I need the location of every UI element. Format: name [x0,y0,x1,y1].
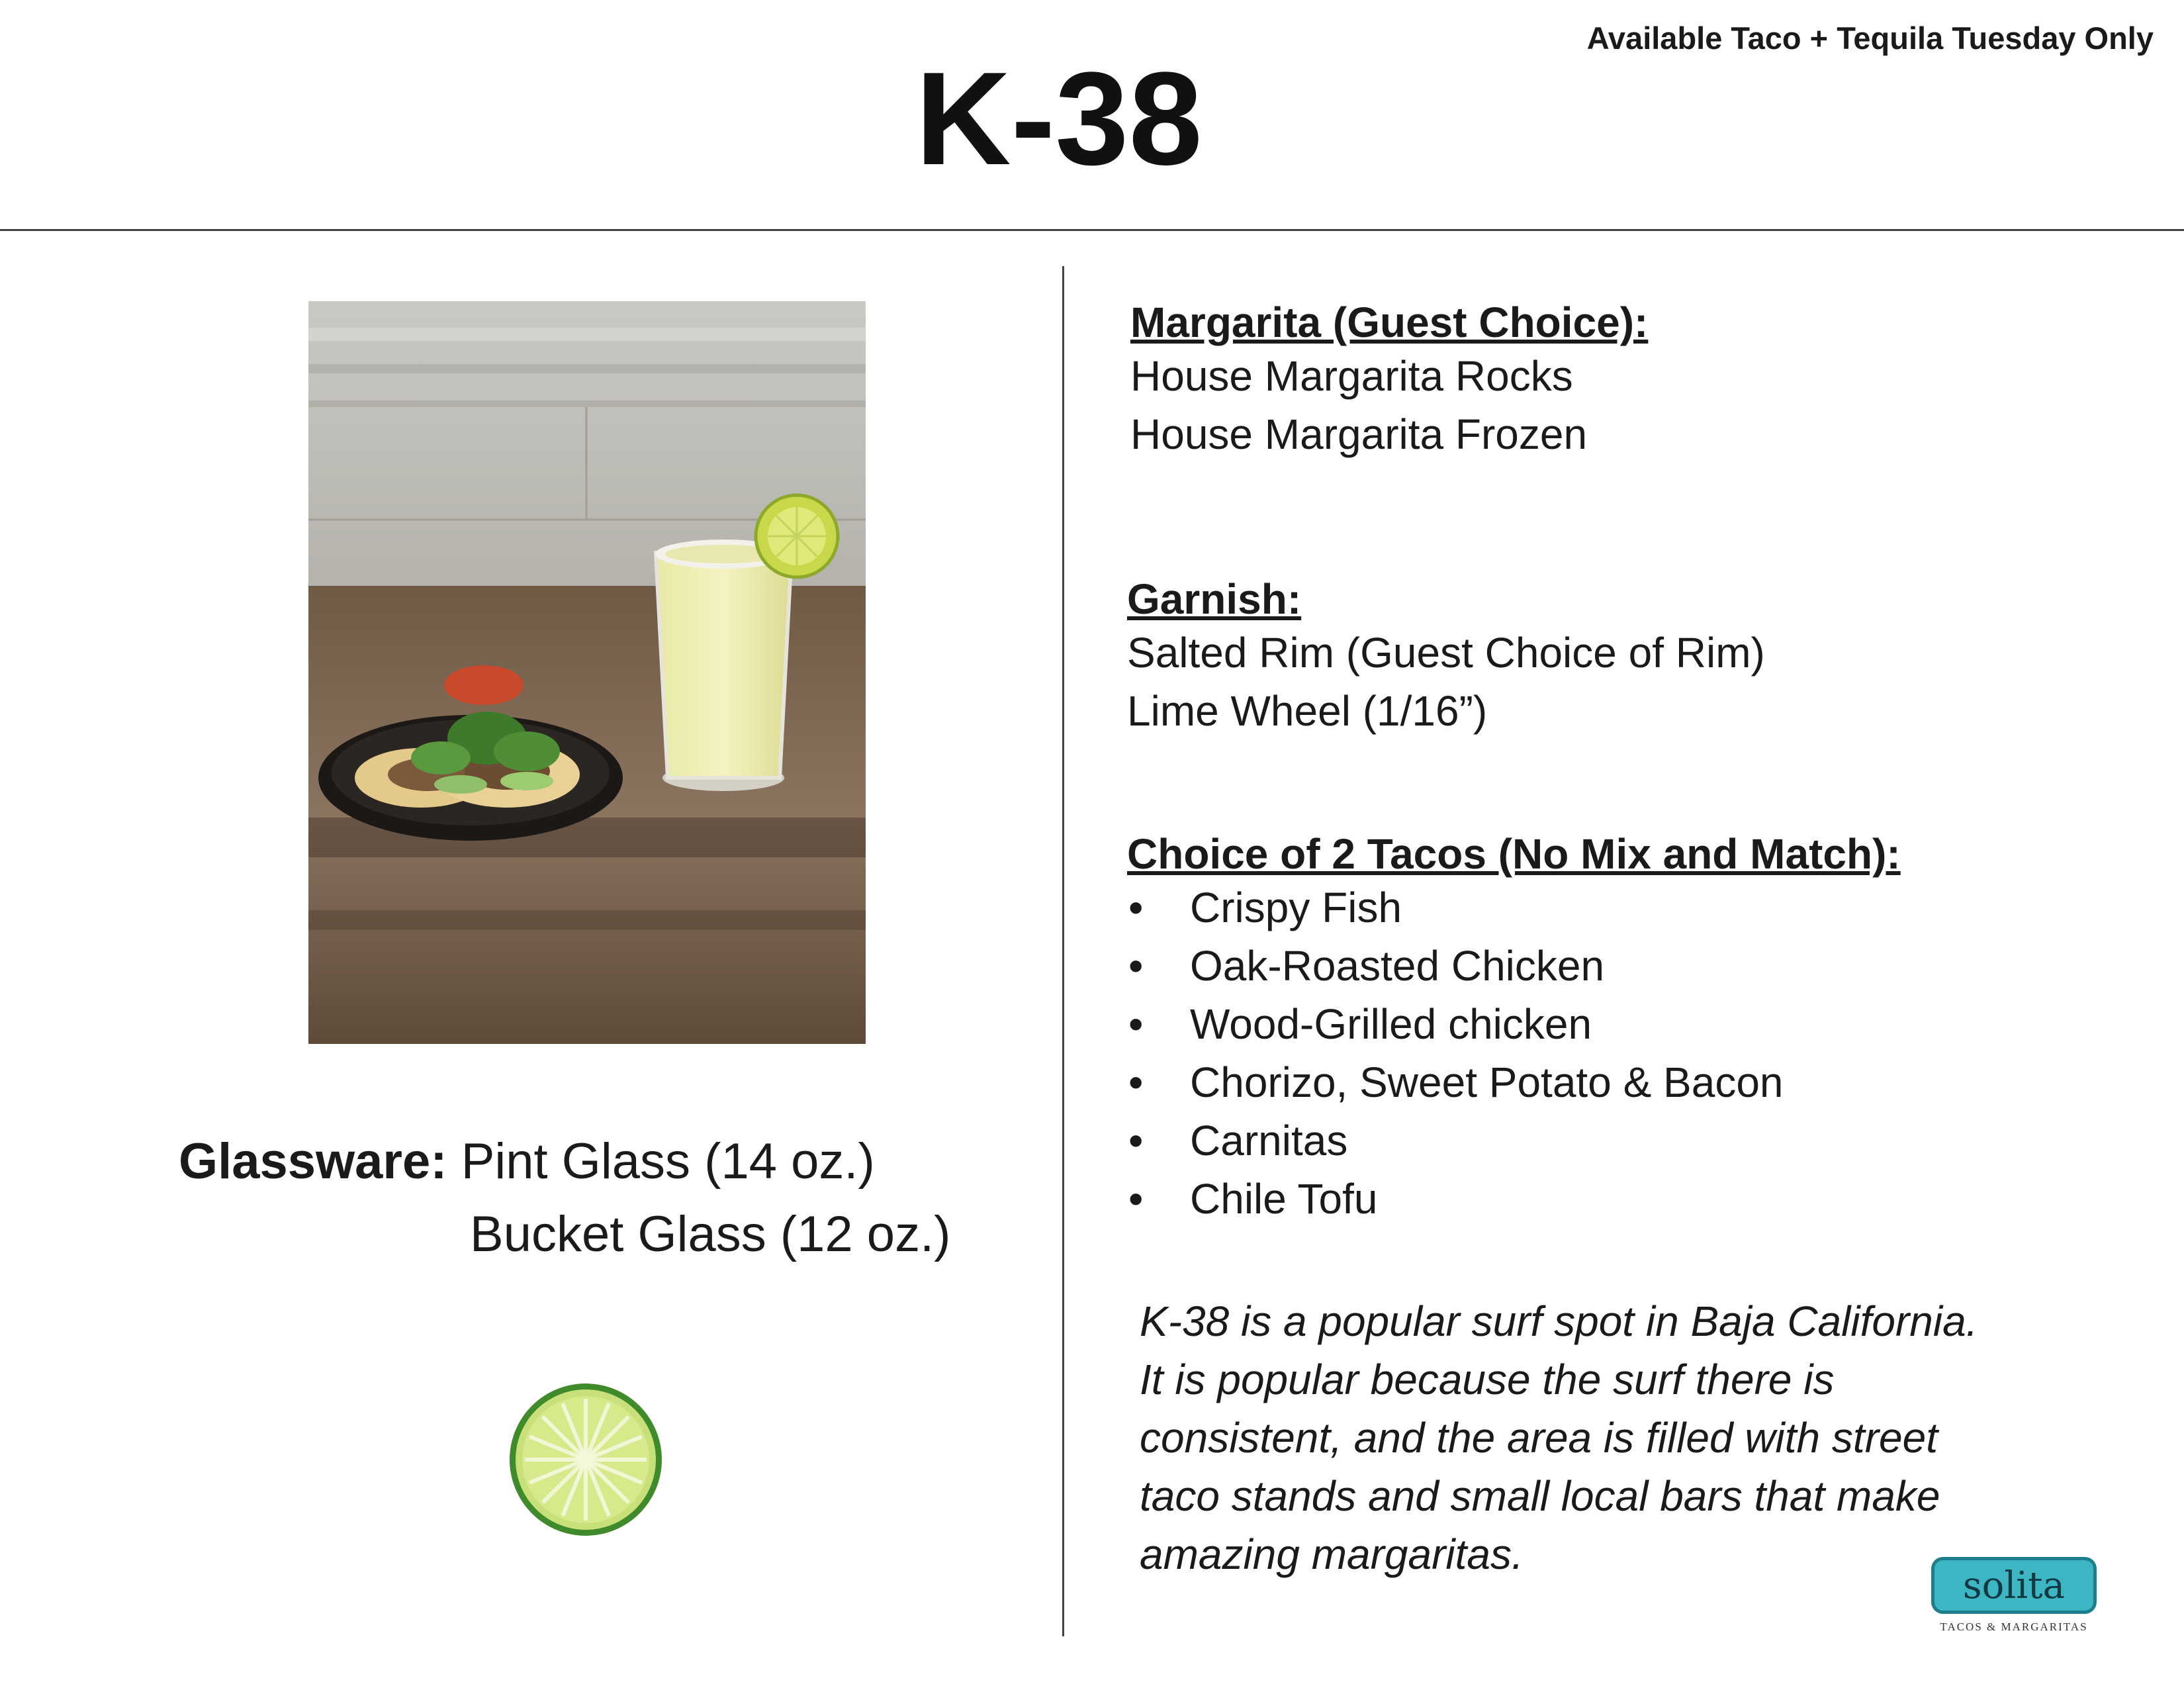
taco-option: Crispy Fish [1190,884,1402,931]
column-divider [1062,266,1064,1636]
list-item [1127,1111,1901,1170]
margarita-section [1130,298,1648,463]
bullet-icon: • [1128,1175,1144,1223]
availability-note: Available Taco + Tequila Tuesday Only [1586,21,2154,56]
story-paragraph [1140,1292,2066,1583]
lime-slice-icon [506,1380,665,1542]
page-title: K-38 [915,45,1203,193]
taco-option: Wood-Grilled chicken [1190,1000,1592,1048]
list-item [1127,878,1901,937]
margarita-option: House Margarita Frozen [1130,410,1588,458]
glassware-option: Bucket Glass (12 oz.) [470,1206,951,1262]
garnish-item: Lime Wheel (1/16”) [1127,687,1488,735]
glassware-line-1 [179,1125,875,1198]
story-line: consistent, and the area is filled with street [1140,1414,1938,1462]
bullet-icon: • [1128,1000,1144,1048]
list-item [1127,937,1901,995]
garnish-heading: Garnish: [1127,575,1302,623]
taco-list [1127,878,1901,1228]
margarita-heading: Margarita (Guest Choice): [1130,299,1649,346]
list-item [1127,1170,1901,1228]
taco-option: Chorizo, Sweet Potato & Bacon [1190,1058,1784,1106]
story-line: It is popular because the surf there is [1140,1356,1835,1403]
logo-tagline: TACOS & MARGARITAS [1940,1620,2088,1633]
tacos-heading: Choice of 2 Tacos (No Mix and Match): [1127,830,1901,878]
tacos-section [1127,829,1901,1228]
story-line: taco stands and small local bars that make [1140,1472,1940,1520]
solita-logo [1931,1557,2097,1634]
story-line: K-38 is a popular surf spot in Baja California. [1140,1297,1978,1345]
taco-option: Chile Tofu [1190,1175,1378,1223]
garnish-section [1127,575,1765,740]
list-item [1127,1053,1901,1111]
bullet-icon: • [1128,1058,1144,1106]
glassware-option: Pint Glass (14 oz.) [461,1133,875,1190]
taco-option: Oak-Roasted Chicken [1190,942,1605,990]
glassware-label: Glassware: [179,1133,447,1190]
list-item [1127,995,1901,1053]
logo-badge: solita [1931,1557,2097,1614]
margarita-option: House Margarita Rocks [1130,352,1573,400]
bullet-icon: • [1128,1117,1144,1164]
story-line: amazing margaritas. [1140,1530,1524,1578]
bullet-icon: • [1128,942,1144,990]
garnish-item: Salted Rim (Guest Choice of Rim) [1127,629,1765,677]
bullet-icon: • [1128,884,1144,931]
margarita-tacos-photo [308,301,866,1044]
header-divider [0,229,2184,231]
taco-option: Carnitas [1190,1117,1348,1164]
